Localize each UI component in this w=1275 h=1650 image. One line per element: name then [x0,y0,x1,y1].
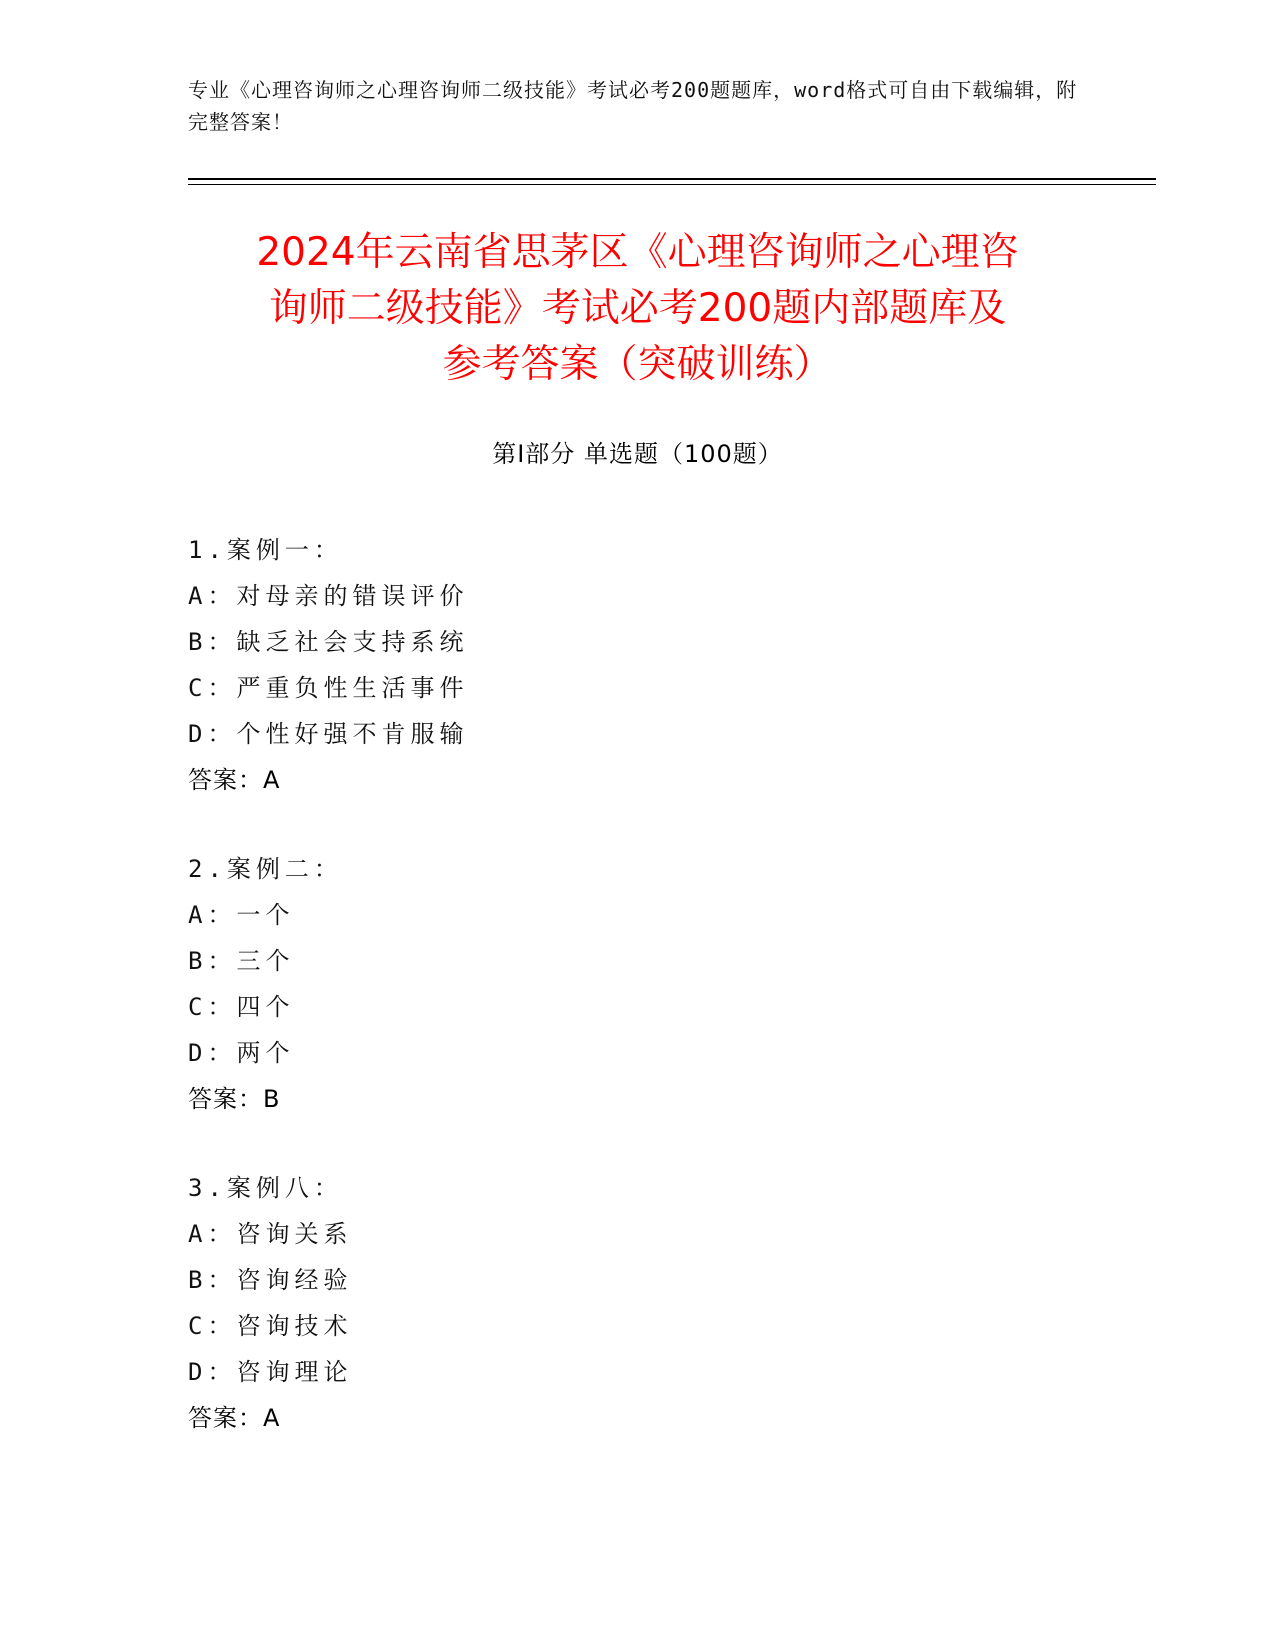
option-c: C：咨询技术 [188,1312,353,1340]
question-stem: 3.案例八： [188,1174,343,1202]
question-stem: 2.案例二： [188,855,343,883]
section-title: 第Ⅰ部分 单选题（100题） [492,440,783,468]
option-b: B：咨询经验 [188,1266,353,1294]
option-a: A：一个 [188,901,295,929]
header-divider-thin [188,184,1156,185]
document-title [160,225,1115,393]
question-item [188,527,1088,803]
option-a: A：对母亲的错误评价 [188,582,469,610]
answer-text: 答案：A [188,1404,281,1432]
answer-text: 答案：A [188,766,281,794]
option-a: A：咨询关系 [188,1220,353,1248]
document-title-line-1: 2024年云南省思茅区《心理咨询师之心理咨 [256,230,1019,275]
option-d: D：咨询理论 [188,1358,353,1386]
document-title-line-3: 参考答案（突破训练） [442,342,833,387]
answer-text: 答案：B [188,1085,281,1113]
option-b: B：三个 [188,947,295,975]
document-title-line-2: 询师二级技能》考试必考200题内部题库及 [268,286,1007,331]
header-note: 专业《心理咨询师之心理咨询师二级技能》考试必考200题题库，word格式可自由下载编辑，附完整答案！ [188,78,1078,134]
option-c: C：四个 [188,993,295,1021]
question-stem: 1.案例一： [188,536,343,564]
option-d: D：两个 [188,1039,295,1067]
question-item [188,846,1088,1122]
question-item [188,1165,1088,1441]
option-c: C：严重负性生活事件 [188,674,469,702]
option-d: D：个性好强不肯服输 [188,720,469,748]
header-divider-thick [188,178,1156,180]
option-b: B：缺乏社会支持系统 [188,628,469,656]
